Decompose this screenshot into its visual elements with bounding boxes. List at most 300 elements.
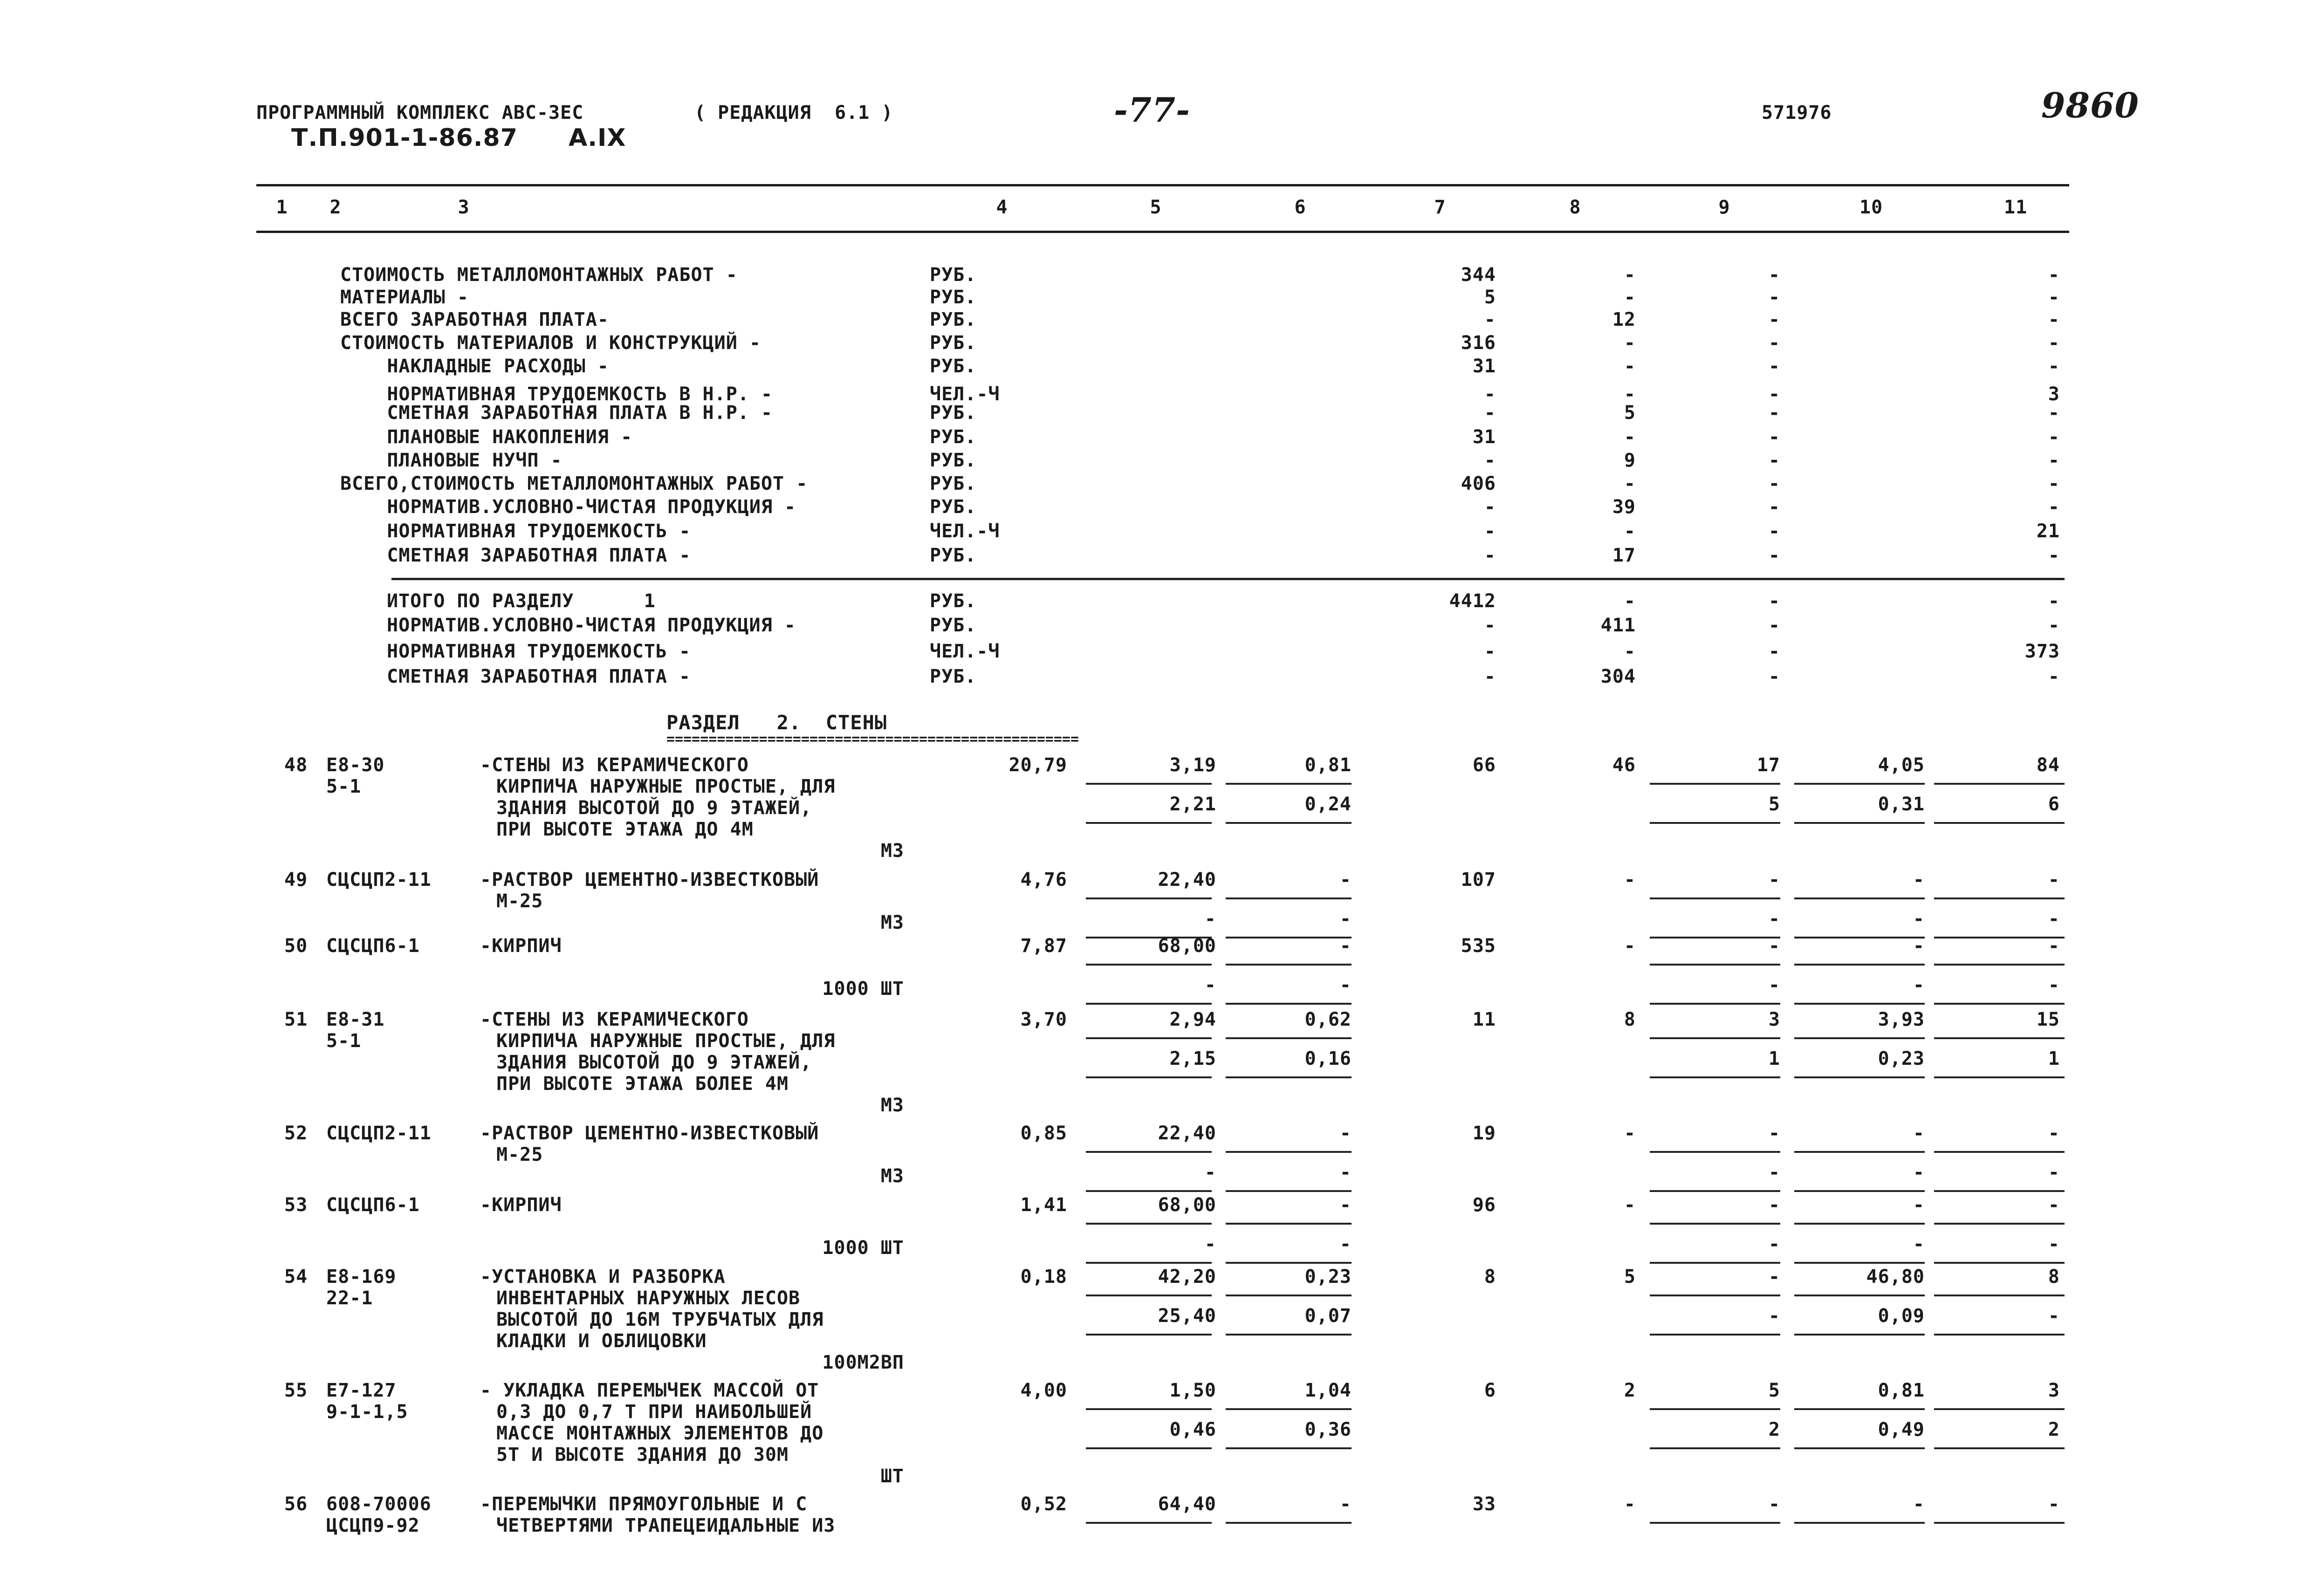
item-unit-price: 64,40	[1158, 1493, 1216, 1515]
item-c9-wage: -	[1768, 908, 1780, 930]
item-description: М-25	[496, 890, 543, 912]
item-description: ЗДАНИЯ ВЫСОТОЙ ДО 9 ЭТАЖЕЙ,	[496, 797, 812, 819]
summary-c11: 21	[2036, 521, 2060, 542]
item-c6-wage: 0,24	[1304, 794, 1352, 815]
total-label: НОРМАТИВНАЯ ТРУДОЕМКОСТЬ -	[387, 641, 691, 662]
cell-divider	[1794, 1076, 1925, 1078]
item-quantity: 0,85	[1020, 1123, 1067, 1144]
item-description: -РАСТВОР ЦЕМЕНТНО-ИЗВЕСТКОВЫЙ	[480, 869, 819, 890]
item-c9-wage: -	[1768, 1305, 1780, 1327]
summary-cost: -	[1484, 309, 1496, 330]
summary-c11: -	[2048, 264, 2060, 286]
column-number: 5	[1150, 197, 1162, 218]
page-number: -77-	[1114, 90, 1190, 130]
summary-label: НАКЛАДНЫЕ РАСХОДЫ -	[340, 356, 609, 377]
item-total-cost: 535	[1461, 935, 1496, 957]
item-c9-wage: -	[1768, 1162, 1780, 1183]
item-unit-price: 68,00	[1158, 1194, 1216, 1216]
cell-divider	[1226, 1223, 1352, 1225]
cell-divider	[1086, 1334, 1212, 1336]
summary-label: НОРМАТИВНАЯ ТРУДОЕМКОСТЬ -	[340, 521, 691, 542]
item-code: Е8-31	[326, 1009, 385, 1030]
item-unit-price-wage: 2,15	[1169, 1048, 1216, 1069]
cell-divider	[1086, 1223, 1212, 1225]
cell-divider	[1650, 822, 1780, 824]
summary-c11: -	[2048, 473, 2060, 494]
item-c6: 0,23	[1304, 1266, 1352, 1288]
cell-divider	[1934, 1190, 2065, 1192]
item-c11: -	[2048, 869, 2060, 890]
item-c10-wage: -	[1913, 1233, 1925, 1255]
album-label: А.IX	[569, 124, 626, 152]
summary-wage: -	[1624, 264, 1636, 286]
cell-divider	[1650, 1037, 1780, 1039]
item-c6: -	[1339, 1493, 1352, 1515]
item-total-cost: 66	[1472, 754, 1496, 776]
summary-unit: РУБ.	[930, 450, 977, 471]
item-c10: -	[1913, 935, 1925, 957]
cell-divider	[1794, 1408, 1925, 1410]
summary-c9: -	[1768, 545, 1780, 566]
total-unit: ЧЕЛ.-Ч	[930, 641, 1000, 662]
item-c10: 46,80	[1866, 1266, 1925, 1288]
total-unit: РУБ.	[930, 666, 977, 687]
item-c10-wage: 0,31	[1878, 794, 1925, 815]
summary-c9: -	[1768, 287, 1780, 308]
summary-divider	[391, 578, 2065, 580]
cell-divider	[1794, 822, 1925, 824]
item-quantity: 3,70	[1020, 1009, 1067, 1030]
summary-c9: -	[1768, 356, 1780, 377]
summary-c9: -	[1768, 521, 1780, 542]
summary-unit: РУБ.	[930, 356, 977, 377]
summary-wage: 9	[1624, 450, 1636, 471]
item-quantity: 20,79	[1008, 754, 1067, 776]
total-wage: -	[1624, 590, 1636, 612]
summary-wage: -	[1624, 521, 1636, 542]
item-c10-wage: -	[1913, 908, 1925, 930]
cell-divider	[1794, 1522, 1925, 1524]
summary-wage: 17	[1612, 545, 1636, 566]
cell-divider	[1934, 1262, 2065, 1264]
item-number: 56	[284, 1493, 308, 1515]
cell-divider	[1086, 1262, 1212, 1264]
cell-divider	[1650, 897, 1780, 899]
item-total-cost: 6	[1484, 1380, 1496, 1401]
sheet-code: 9860	[2041, 86, 2139, 126]
summary-unit: РУБ.	[930, 332, 977, 354]
summary-wage: -	[1624, 287, 1636, 308]
item-c9-wage: 1	[1768, 1048, 1780, 1069]
item-c10: -	[1913, 1194, 1925, 1216]
item-c10-wage: -	[1913, 974, 1925, 996]
cell-divider	[1934, 1334, 2065, 1336]
cell-divider	[1086, 1408, 1212, 1410]
item-total-cost: 19	[1472, 1123, 1496, 1144]
cell-divider	[1086, 897, 1212, 899]
cell-divider	[1226, 1295, 1352, 1296]
cell-divider	[1794, 1223, 1925, 1225]
cell-divider	[1650, 1151, 1780, 1153]
cell-divider	[1934, 1076, 2065, 1078]
item-c8: -	[1624, 1493, 1636, 1515]
item-c11: 15	[2036, 1009, 2060, 1030]
cell-divider	[1226, 1262, 1352, 1264]
total-c11: -	[2048, 615, 2060, 636]
summary-c11: -	[2048, 496, 2060, 518]
column-number: 9	[1718, 197, 1730, 218]
cell-divider	[1650, 1223, 1780, 1225]
cell-divider	[1650, 1522, 1780, 1524]
cell-divider	[1650, 1447, 1780, 1449]
edition-label: ( РЕДАКЦИЯ 6.1 )	[694, 102, 893, 123]
cell-divider	[1086, 822, 1212, 824]
cell-divider	[1794, 1334, 1925, 1336]
summary-unit: РУБ.	[930, 426, 977, 448]
item-description: М-25	[496, 1144, 543, 1165]
item-description: -КИРПИЧ	[480, 1194, 562, 1216]
item-c6-wage: -	[1339, 1162, 1352, 1183]
item-c8: 8	[1624, 1009, 1636, 1030]
item-unit-price: 1,50	[1169, 1380, 1216, 1401]
item-description: КИРПИЧА НАРУЖНЫЕ ПРОСТЫЕ, ДЛЯ	[496, 1030, 836, 1052]
item-c6: 0,62	[1304, 1009, 1352, 1030]
summary-c11: -	[2048, 402, 2060, 424]
item-description: -СТЕНЫ ИЗ КЕРАМИЧЕСКОГО	[480, 1009, 749, 1030]
item-c11-wage: -	[2048, 1233, 2060, 1255]
item-unit-price-wage: -	[1204, 1233, 1216, 1255]
item-c11-wage: 1	[2048, 1048, 2060, 1069]
item-c6-wage: 0,36	[1304, 1419, 1352, 1440]
item-code: 9-1-1,5	[326, 1401, 408, 1423]
summary-cost: -	[1484, 521, 1496, 542]
total-cost: -	[1484, 641, 1496, 662]
cell-divider	[1650, 1003, 1780, 1005]
item-c11-wage: -	[2048, 1305, 2060, 1327]
item-code: ЦСЦП9-92	[326, 1515, 420, 1536]
cell-divider	[1086, 1447, 1212, 1449]
item-c10-wage: 0,49	[1878, 1419, 1925, 1440]
total-unit: РУБ.	[930, 615, 977, 636]
cell-divider	[1794, 1295, 1925, 1296]
cell-divider	[1226, 1522, 1352, 1524]
cell-divider	[1794, 1003, 1925, 1005]
item-unit: 1000 ШТ	[822, 1237, 904, 1259]
item-c11-wage: 2	[2048, 1419, 2060, 1440]
item-description: 0,3 ДО 0,7 Т ПРИ НАИБОЛЬШЕЙ	[496, 1401, 812, 1423]
item-code: 608-70006	[326, 1493, 432, 1515]
table-header-rule	[256, 231, 2069, 233]
item-total-cost: 96	[1472, 1194, 1496, 1216]
item-c6-wage: -	[1339, 908, 1352, 930]
item-unit-price-wage: -	[1204, 974, 1216, 996]
item-c10-wage: 0,23	[1878, 1048, 1925, 1069]
summary-c11: -	[2048, 356, 2060, 377]
item-c11: -	[2048, 1194, 2060, 1216]
cell-divider	[1650, 1190, 1780, 1192]
summary-c9: -	[1768, 496, 1780, 518]
summary-c9: -	[1768, 384, 1780, 405]
summary-cost: -	[1484, 496, 1496, 518]
summary-cost: -	[1484, 384, 1496, 405]
item-unit: М3	[880, 912, 904, 933]
item-number: 48	[284, 754, 308, 776]
item-code: 5-1	[326, 1030, 362, 1052]
cell-divider	[1934, 783, 2065, 785]
item-c8: -	[1624, 1194, 1636, 1216]
item-c11-wage: -	[2048, 974, 2060, 996]
summary-label: СМЕТНАЯ ЗАРАБОТНАЯ ПЛАТА -	[340, 545, 691, 566]
item-c10: -	[1913, 1123, 1925, 1144]
cell-divider	[1794, 1262, 1925, 1264]
cell-divider	[1650, 1334, 1780, 1336]
item-unit-price: 42,20	[1158, 1266, 1216, 1288]
summary-unit: РУБ.	[930, 287, 977, 308]
item-code: Е7-127	[326, 1380, 397, 1401]
cell-divider	[1650, 1076, 1780, 1078]
item-c9: -	[1768, 1123, 1780, 1144]
item-c9-wage: -	[1768, 974, 1780, 996]
column-number: 10	[1859, 197, 1883, 218]
column-number: 6	[1294, 197, 1306, 218]
summary-unit: РУБ.	[930, 264, 977, 286]
item-c6: -	[1339, 869, 1352, 890]
cell-divider	[1226, 1408, 1352, 1410]
summary-unit: РУБ.	[930, 496, 977, 518]
item-c11-wage: -	[2048, 908, 2060, 930]
summary-label: СМЕТНАЯ ЗАРАБОТНАЯ ПЛАТА В Н.Р. -	[340, 402, 773, 424]
item-c9-wage: -	[1768, 1233, 1780, 1255]
column-number: 3	[458, 197, 470, 218]
summary-cost: 406	[1461, 473, 1496, 494]
cell-divider	[1794, 1447, 1925, 1449]
item-unit-price: 22,40	[1158, 1123, 1216, 1144]
total-wage: 411	[1600, 615, 1636, 636]
table-top-rule	[256, 184, 2069, 186]
item-number: 52	[284, 1123, 308, 1144]
cell-divider	[1934, 1003, 2065, 1005]
summary-cost: -	[1484, 402, 1496, 424]
item-c9: -	[1768, 869, 1780, 890]
cell-divider	[1794, 964, 1925, 966]
summary-c11: -	[2048, 450, 2060, 471]
item-c9: 17	[1756, 754, 1780, 776]
section-title: РАЗДЕЛ 2. СТЕНЫ	[666, 711, 887, 734]
column-number: 1	[276, 197, 288, 218]
item-number: 54	[284, 1266, 308, 1288]
summary-cost: -	[1484, 545, 1496, 566]
item-description: МАССЕ МОНТАЖНЫХ ЭЛЕМЕНТОВ ДО	[496, 1423, 824, 1444]
item-c11-wage: 6	[2048, 794, 2060, 815]
item-unit: 1000 ШТ	[822, 978, 904, 1000]
total-cost: -	[1484, 615, 1496, 636]
item-c11-wage: -	[2048, 1162, 2060, 1183]
item-unit: ШТ	[880, 1466, 904, 1487]
item-c10: -	[1913, 1493, 1925, 1515]
total-cost: -	[1484, 666, 1496, 687]
cell-divider	[1934, 1037, 2065, 1039]
cell-divider	[1086, 1151, 1212, 1153]
cell-divider	[1934, 822, 2065, 824]
summary-c11: -	[2048, 426, 2060, 448]
summary-unit: РУБ.	[930, 402, 977, 424]
total-c9: -	[1768, 615, 1780, 636]
item-description: ПРИ ВЫСОТЕ ЭТАЖА БОЛЕЕ 4М	[496, 1073, 789, 1095]
summary-wage: 12	[1612, 309, 1636, 330]
item-unit-price-wage: 25,40	[1158, 1305, 1216, 1327]
item-c9: -	[1768, 1493, 1780, 1515]
item-c10-wage: -	[1913, 1162, 1925, 1183]
total-wage: -	[1624, 641, 1636, 662]
cell-divider	[1226, 1076, 1352, 1078]
item-c10: 4,05	[1878, 754, 1925, 776]
summary-c11: -	[2048, 332, 2060, 354]
total-label: НОРМАТИВ.УСЛОВНО-ЧИСТАЯ ПРОДУКЦИЯ -	[387, 615, 796, 636]
cell-divider	[1794, 1190, 1925, 1192]
item-number: 51	[284, 1009, 308, 1030]
summary-wage: -	[1624, 356, 1636, 377]
total-c11: -	[2048, 666, 2060, 687]
cell-divider	[1934, 897, 2065, 899]
item-description: -КИРПИЧ	[480, 935, 562, 957]
item-c9: -	[1768, 935, 1780, 957]
summary-unit: РУБ.	[930, 473, 977, 494]
cell-divider	[1650, 964, 1780, 966]
column-number: 4	[996, 197, 1008, 218]
item-description: КЛАДКИ И ОБЛИЦОВКИ	[496, 1330, 707, 1352]
summary-wage: 5	[1624, 402, 1636, 424]
item-code: 5-1	[326, 776, 362, 797]
item-c11: -	[2048, 935, 2060, 957]
item-c10: 3,93	[1878, 1009, 1925, 1030]
summary-label: СТОИМОСТЬ МЕТАЛЛОМОНТАЖНЫХ РАБОТ -	[340, 264, 738, 286]
summary-c9: -	[1768, 473, 1780, 494]
cell-divider	[1794, 1151, 1925, 1153]
item-c6-wage: 0,07	[1304, 1305, 1352, 1327]
cell-divider	[1934, 964, 2065, 966]
cell-divider	[1650, 1262, 1780, 1264]
cell-divider	[1650, 1295, 1780, 1296]
item-quantity: 7,87	[1020, 935, 1067, 957]
item-total-cost: 33	[1472, 1493, 1496, 1515]
section-underline: =================================================	[666, 731, 1079, 747]
item-c11: 84	[2036, 754, 2060, 776]
summary-cost: 31	[1472, 426, 1496, 448]
total-c11: 373	[2024, 641, 2060, 662]
item-description: ЧЕТВЕРТЯМИ ТРАПЕЦЕИДАЛЬНЫЕ ИЗ	[496, 1515, 836, 1536]
total-wage: 304	[1600, 666, 1636, 687]
item-c6: 1,04	[1304, 1380, 1352, 1401]
column-number: 8	[1569, 197, 1581, 218]
item-unit: М3	[880, 840, 904, 862]
summary-wage: -	[1624, 426, 1636, 448]
item-unit: М3	[880, 1165, 904, 1187]
item-number: 55	[284, 1380, 308, 1401]
item-c11: 8	[2048, 1266, 2060, 1288]
item-description: -РАСТВОР ЦЕМЕНТНО-ИЗВЕСТКОВЫЙ	[480, 1123, 819, 1144]
item-unit-price: 68,00	[1158, 935, 1216, 957]
summary-label: НОРМАТИВНАЯ ТРУДОЕМКОСТЬ В Н.Р. -	[340, 384, 773, 405]
item-number: 53	[284, 1194, 308, 1216]
item-c6: -	[1339, 935, 1352, 957]
item-description: - УКЛАДКА ПЕРЕМЫЧЕК МАССОЙ ОТ	[480, 1380, 819, 1401]
item-c9-wage: 5	[1768, 794, 1780, 815]
doc-code: Т.П.901-1-86.87	[291, 124, 518, 152]
cell-divider	[1086, 1295, 1212, 1296]
summary-label: СТОИМОСТЬ МАТЕРИАЛОВ И КОНСТРУКЦИЙ -	[340, 332, 761, 354]
item-description: -ПЕРЕМЫЧКИ ПРЯМОУГОЛЬНЫЕ И С	[480, 1493, 808, 1515]
total-c11: -	[2048, 590, 2060, 612]
cell-divider	[1934, 1522, 2065, 1524]
item-c6: -	[1339, 1194, 1352, 1216]
cell-divider	[1086, 783, 1212, 785]
summary-c9: -	[1768, 264, 1780, 286]
total-label: ИТОГО ПО РАЗДЕЛУ 1	[387, 590, 656, 612]
summary-wage: 39	[1612, 496, 1636, 518]
summary-c9: -	[1768, 402, 1780, 424]
item-quantity: 0,52	[1020, 1493, 1067, 1515]
cell-divider	[1226, 1334, 1352, 1336]
cell-divider	[1086, 1037, 1212, 1039]
item-description: ИНВЕНТАРНЫХ НАРУЖНЫХ ЛЕСОВ	[496, 1288, 801, 1309]
summary-c11: -	[2048, 309, 2060, 330]
summary-cost: 344	[1461, 264, 1496, 286]
summary-unit: РУБ.	[930, 309, 977, 330]
item-code: СЦСЦП6-1	[326, 935, 420, 957]
total-c9: -	[1768, 666, 1780, 687]
item-quantity: 0,18	[1020, 1266, 1067, 1288]
item-unit-price-wage: 0,46	[1169, 1419, 1216, 1440]
summary-wage: -	[1624, 384, 1636, 405]
column-number: 7	[1434, 197, 1446, 218]
item-unit-price: 22,40	[1158, 869, 1216, 890]
item-code: Е8-169	[326, 1266, 397, 1288]
item-total-cost: 107	[1461, 869, 1496, 890]
cell-divider	[1086, 964, 1212, 966]
cell-divider	[1086, 1076, 1212, 1078]
total-c9: -	[1768, 590, 1780, 612]
total-unit: РУБ.	[930, 590, 977, 612]
cell-divider	[1226, 1037, 1352, 1039]
item-total-cost: 8	[1484, 1266, 1496, 1288]
summary-label: ВСЕГО,СТОИМОСТЬ МЕТАЛЛОМОНТАЖНЫХ РАБОТ -	[340, 473, 808, 494]
item-description: 5Т И ВЫСОТЕ ЗДАНИЯ ДО 30М	[496, 1444, 789, 1466]
item-c8: -	[1624, 935, 1636, 957]
cell-divider	[1934, 1447, 2065, 1449]
code-number: 571976	[1762, 102, 1832, 123]
summary-cost: 316	[1461, 332, 1496, 354]
item-code: 22-1	[326, 1288, 373, 1309]
summary-c9: -	[1768, 332, 1780, 354]
item-c11: 3	[2048, 1380, 2060, 1401]
item-description: ВЫСОТОЙ ДО 16М ТРУБЧАТЫХ ДЛЯ	[496, 1309, 824, 1330]
item-unit-price-wage: -	[1204, 1162, 1216, 1183]
item-total-cost: 11	[1472, 1009, 1496, 1030]
cell-divider	[1794, 1037, 1925, 1039]
item-quantity: 1,41	[1020, 1194, 1067, 1216]
item-code: СЦСЦП2-11	[326, 1123, 432, 1144]
cell-divider	[1226, 1151, 1352, 1153]
item-c9-wage: 2	[1768, 1419, 1780, 1440]
cell-divider	[1086, 1190, 1212, 1192]
summary-label: ВСЕГО ЗАРАБОТНАЯ ПЛАТА-	[340, 309, 609, 330]
item-unit-price: 3,19	[1169, 754, 1216, 776]
item-c10: 0,81	[1878, 1380, 1925, 1401]
item-c8: 2	[1624, 1380, 1636, 1401]
summary-wage: -	[1624, 332, 1636, 354]
cell-divider	[1794, 783, 1925, 785]
item-code: СЦСЦП6-1	[326, 1194, 420, 1216]
